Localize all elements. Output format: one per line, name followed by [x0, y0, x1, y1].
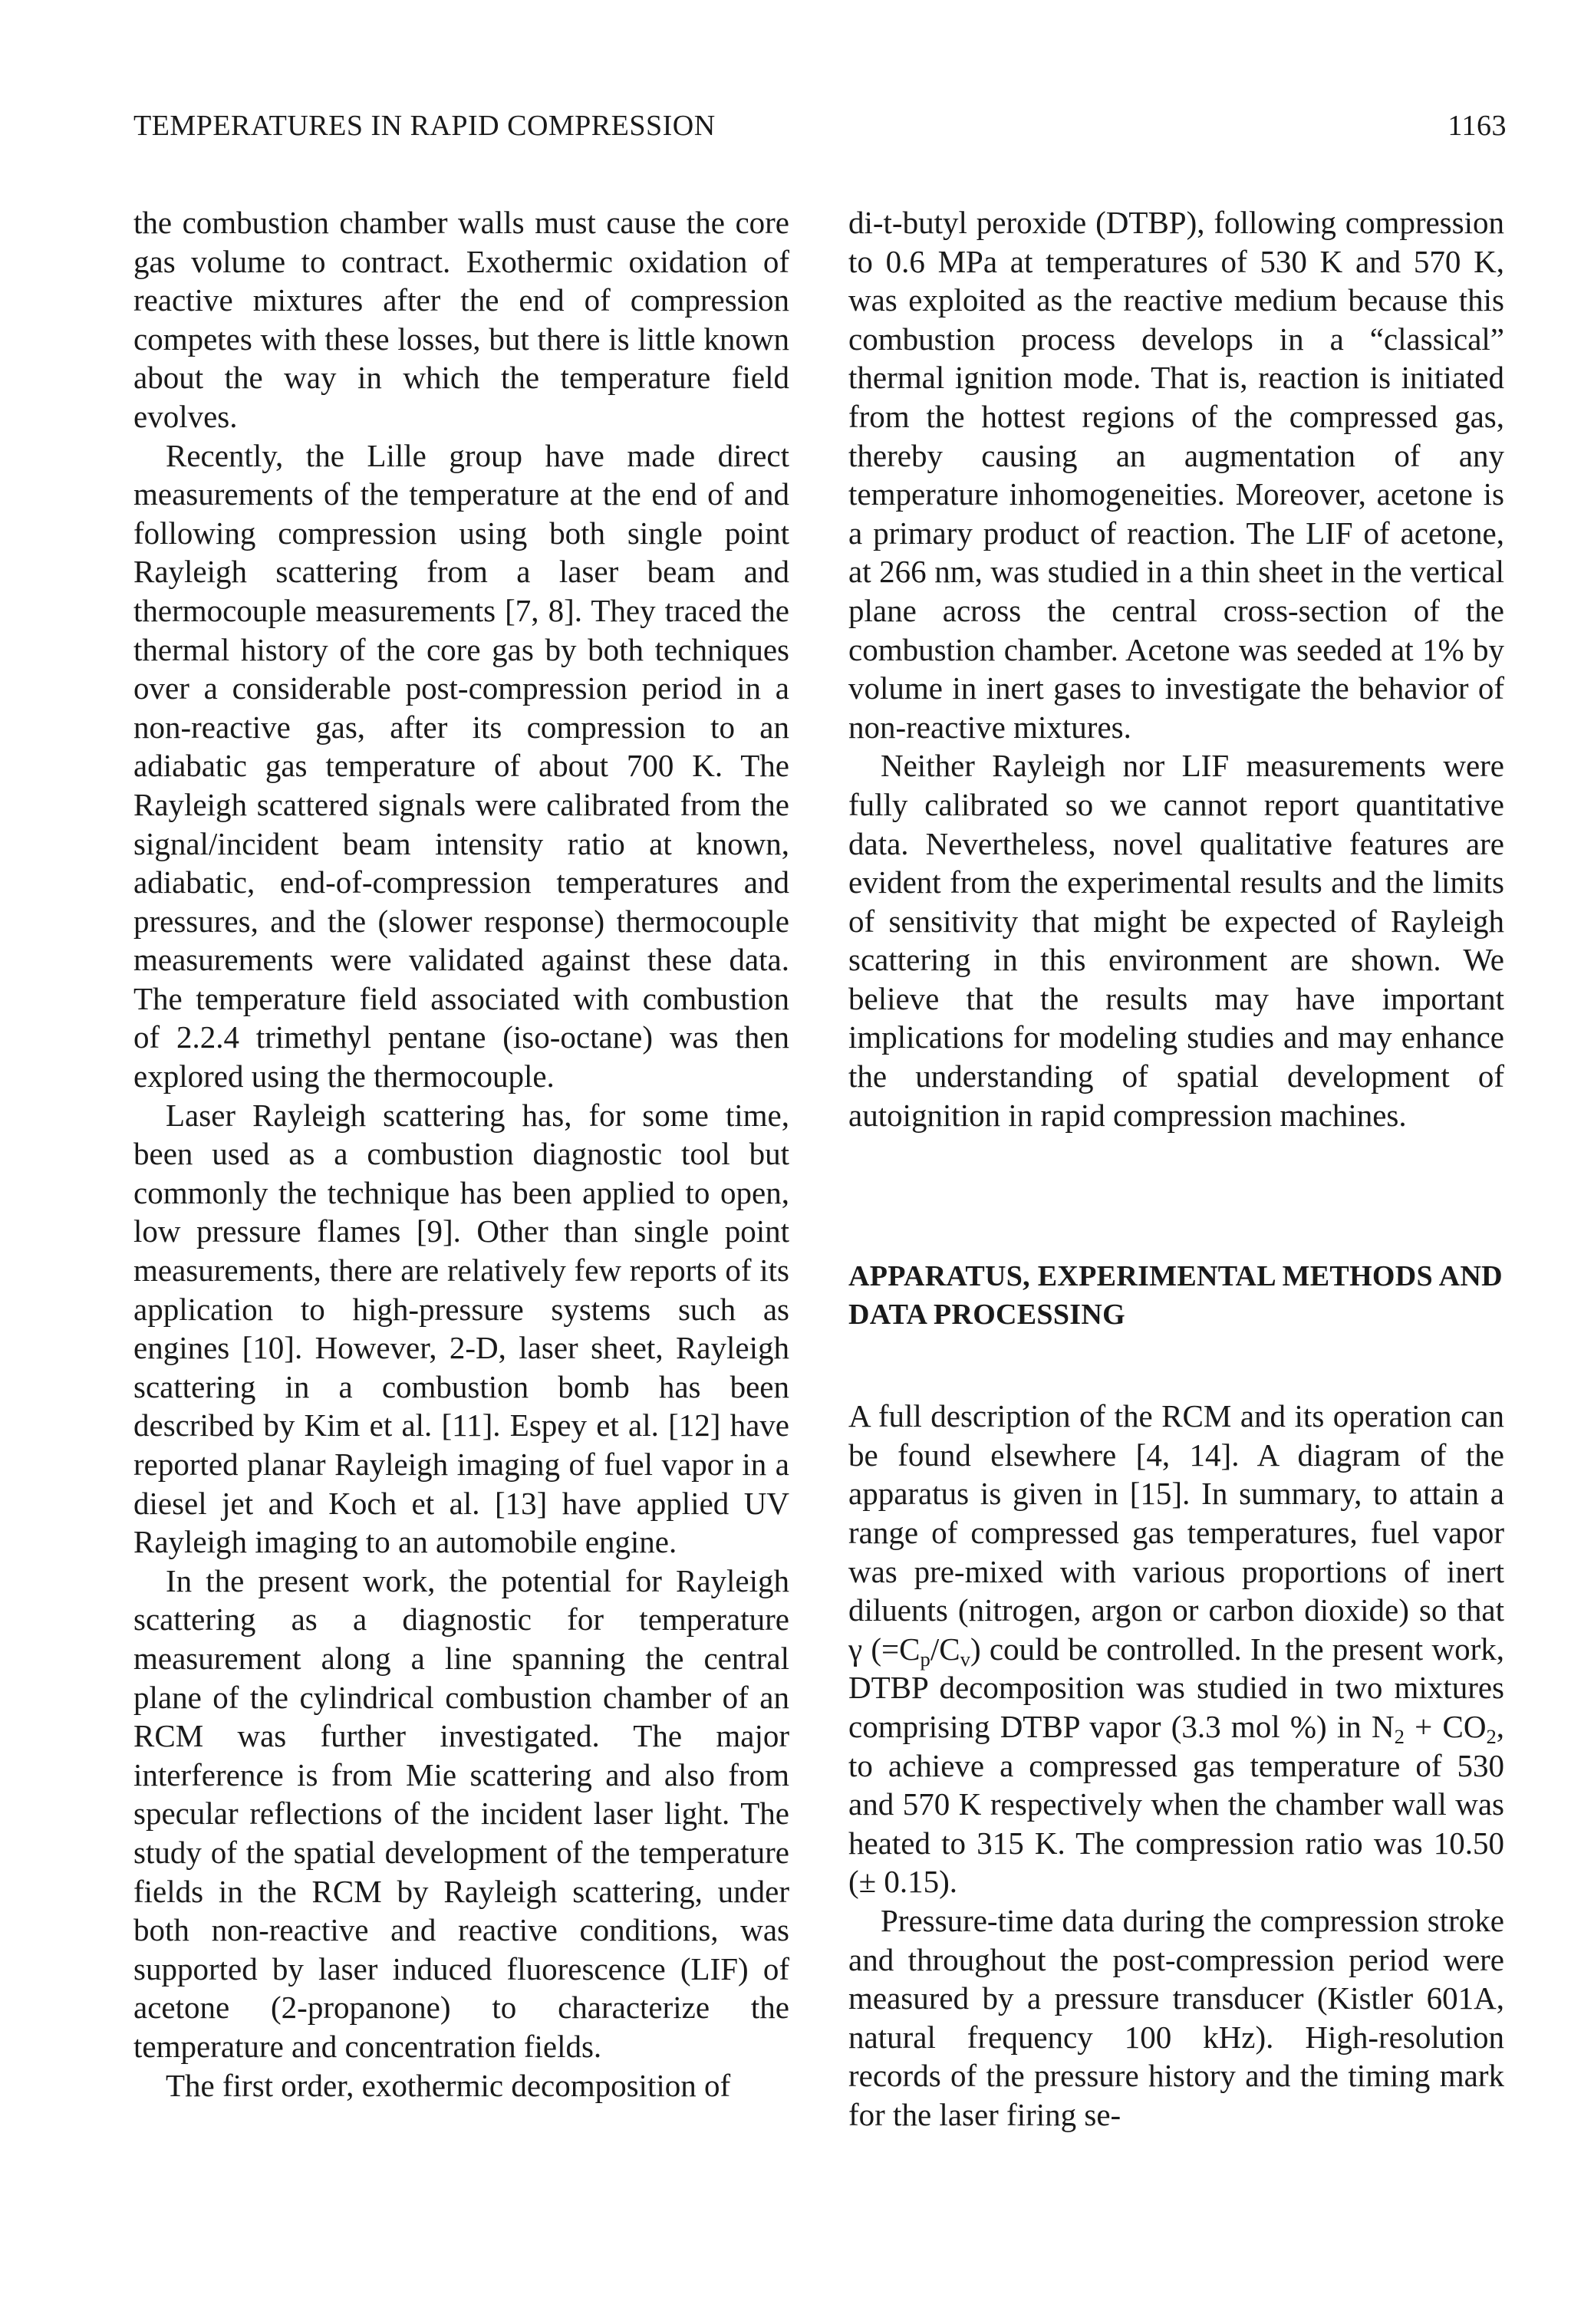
paragraph: In the present work, the potential for Rayleigh scattering as a diagnostic for temperature measurement along a line spanning the central plane of the cylindrical combustion chamber of an RCM was further investigated. The major interference is from Mie scattering and also from specular reflections of the incident laser light. The study of the spatial development of the temperature fields in the RCM by Rayleigh scattering, under both non-reactive and reactive conditions, was supported by laser induced fluorescence (LIF) of acetone (2-propanone) to characterize the temperature and concentration fields. — [133, 1562, 789, 2064]
left-column — [133, 203, 789, 2105]
paragraph: Recently, the Lille group have made direct measurements of the temperature at the end of and following compression using both single point Rayleigh scattering from a laser beam and thermocouple measurements [7, 8]. They traced the thermal history of the core gas by both techniques over a considerable post-compression period in a non-reactive gas, after its compression to an adiabatic gas temperature of about 700 K. The Rayleigh scattered signals were calibrated from the signal/incident beam intensity ratio at known, adiabatic, end-of-compression temperatures and pressures, and the (slower response) thermocouple measurements were validated against these data. The temperature field associated with combustion of 2.2.4 trimethyl pentane (iso-octane) was then explored using the thermocouple. — [133, 437, 789, 1095]
right-column — [848, 203, 1504, 2135]
page-number: 1163 — [1447, 110, 1507, 142]
running-title: TEMPERATURES IN RAPID COMPRESSION — [133, 110, 716, 142]
paragraph: di-t-butyl peroxide (DTBP), following compression to 0.6 MPa at temperatures of 530 K and 570 K, was exploited as the reactive medium because this combustion process develops in a “classical” thermal ignition mode. That is, reaction is initiated from the hottest regions of the compressed gas, thereby causing an augmentation of any temperature inhomogeneities. Moreover, acetone is a primary product of reaction. The LIF of acetone, at 266 nm, was studied in a thin sheet in the vertical plane across the central cross-section of the combustion chamber. Acetone was seeded at 1% by volume in inert gases to investigate the behavior of non-reactive mixtures. — [848, 205, 1504, 745]
running-header — [133, 109, 1507, 155]
paragraph: Pressure-time data during the compression stroke and throughout the post-compression period were measured by a pressure transducer (Kistler 601A, natural frequency 100 kHz). High-resolution records of the pressure history and the timing mark for the laser firing se- — [848, 1902, 1504, 2132]
paragraph: Neither Rayleigh nor LIF measurements were fully calibrated so we cannot report quantitative data. Nevertheless, novel qualitative features are evident from the experimental results and the limits of sensitivity that might be expected of Rayleigh scattering in this environment are shown. We believe that the results may have important implications for modeling studies and may enhance the understanding of spatial development of autoignition in rapid compression machines. — [848, 748, 1504, 1133]
paragraph: A full description of the RCM and its operation can be found elsewhere [4, 14]. A diagram of the apparatus is given in [15]. In summary, to attain a range of compressed gas temperatures, fuel vapor was pre-mixed with various proportions of inert diluents (nitrogen, argon or carbon dioxide) so that γ $(=C_p/C_v)$ could be controlled. In the present work, DTBP decomposition was studied in two mixtures comprising DTBP vapor (3.3 mol %) in $N_2 + CO_2$, to achieve a compressed gas temperature of 530 and 570 K respectively when the chamber wall was heated to 315 K. The compression ratio was 10.50 (± 0.15). — [848, 1398, 1505, 1900]
section-heading: APPARATUS, EXPERIMENTAL METHODS AND DATA PROCESSING — [848, 1260, 1503, 1332]
paragraph: the combustion chamber walls must cause the core gas volume to contract. Exothermic oxidation of reactive mixtures after the end of compression competes with these losses, but there is little known about the way in which the temperature field evolves. — [133, 205, 789, 434]
paragraph: The first order, exothermic decomposition of — [166, 2067, 731, 2103]
paragraph: Laser Rayleigh scattering has, for some time, been used as a combustion diagnostic tool but commonly the technique has been applied to open, low pressure flames [9]. Other than single point measurements, there are relatively few reports of its application to high-pressure systems such as engines [10]. However, 2-D, laser sheet, Rayleigh scattering in a combustion bomb has been described by Kim et al. [11]. Espey et al. [12] have reported planar Rayleigh imaging of fuel vapor in a diesel jet and Koch et al. [13] have applied UV Rayleigh imaging to an automobile engine. — [133, 1097, 789, 1560]
